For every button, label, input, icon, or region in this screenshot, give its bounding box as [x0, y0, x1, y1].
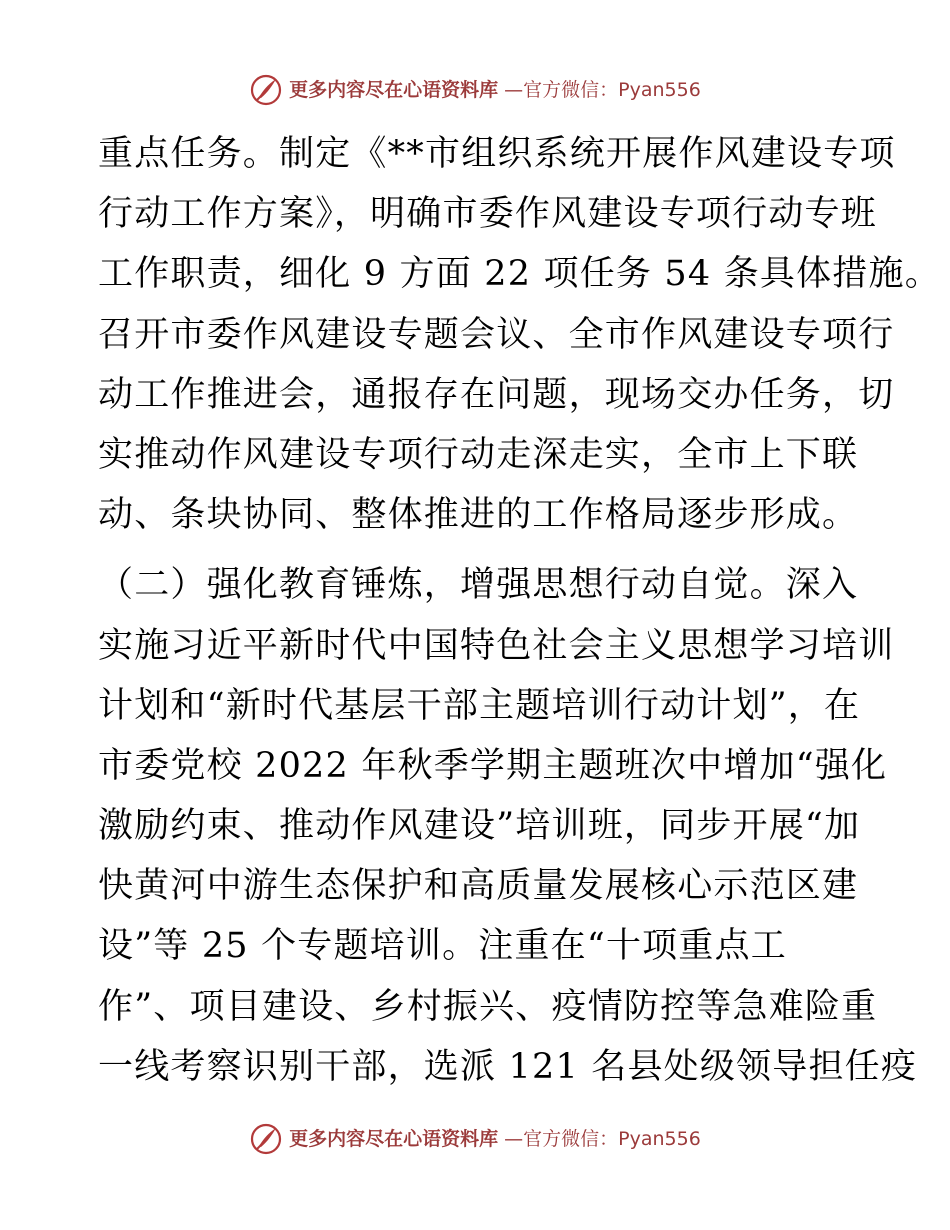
text-line: 动工作推进会，通报存在问题，现场交办任务，切: [98, 374, 895, 415]
text-line: 一线考察识别干部，选派 121 名县处级领导担任疫: [98, 1046, 918, 1087]
text-line: 计划和“新时代基层干部主题培训行动计划”，在: [98, 685, 861, 726]
text-line: 召开市委作风建设专题会议、全市作风建设专项行: [98, 314, 895, 355]
text-line: 设”等 25 个专题培训。注重在“十项重点工: [98, 926, 787, 967]
text-line: 实施习近平新时代中国特色社会主义思想学习培训: [98, 625, 895, 666]
text-line: 重点任务。制定《**市组织系统开展作风建设专项: [98, 134, 896, 174]
text-line: 实推动作风建设专项行动走深走实，全市上下联: [98, 434, 859, 475]
text-line: 行动工作方案》，明确市委作风建设专项行动专班: [98, 194, 877, 235]
watermark-brand: 更多内容尽在心语资料库: [289, 1128, 499, 1150]
paragraph: [98, 555, 918, 1097]
quill-logo-icon: [249, 1122, 283, 1156]
quill-logo-icon: [249, 73, 283, 107]
watermark-contact: —官方微信：Pyan556: [504, 1128, 701, 1150]
paragraph: [98, 124, 941, 545]
text-line: 快黄河中游生态保护和高质量发展核心示范区建: [98, 866, 859, 907]
watermark-contact: —官方微信：Pyan556: [504, 79, 701, 101]
document-body: [98, 124, 941, 1097]
text-line: 市委党校 2022 年秋季学期主题班次中增加“强化: [98, 745, 888, 786]
text-line: 工作职责，细化 9 方面 22 项任务 54 条具体措施。: [98, 254, 941, 295]
text-line: 动、条块协同、整体推进的工作格局逐步形成。: [98, 495, 859, 536]
text-line: 作”、项目建设、乡村振兴、疫情防控等急难险重: [98, 986, 878, 1027]
watermark-brand: 更多内容尽在心语资料库: [289, 79, 499, 101]
watermark-header: [0, 70, 950, 110]
text-line: 激励约束、推动作风建设”培训班，同步开展“加: [98, 806, 861, 847]
paragraph-gap: [98, 545, 858, 555]
text-line: （二）强化教育锤炼，增强思想行动自觉。深入: [98, 565, 859, 606]
watermark-footer: [0, 1119, 950, 1159]
